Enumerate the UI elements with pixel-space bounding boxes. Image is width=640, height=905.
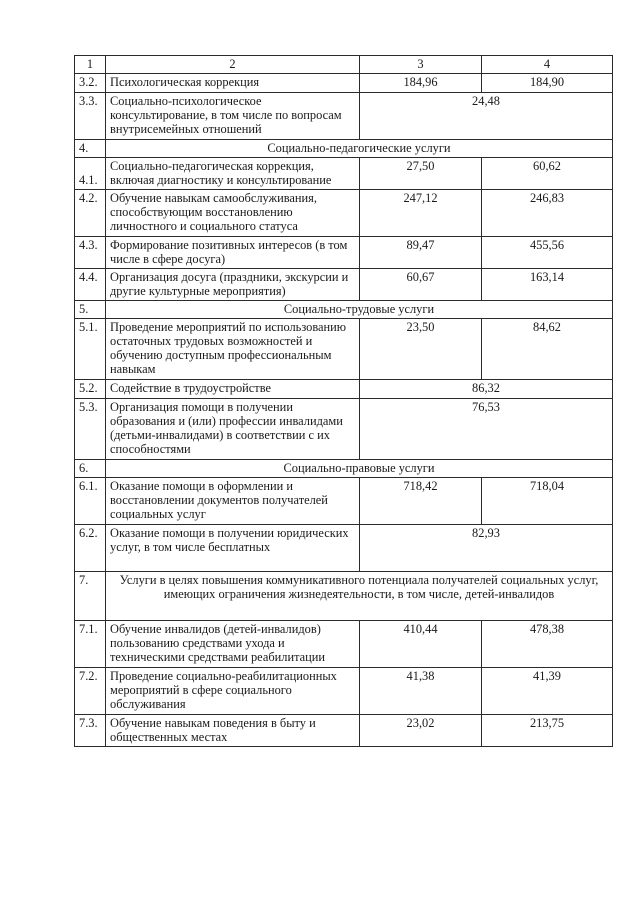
table-row <box>75 190 613 237</box>
table-row <box>75 93 613 140</box>
value-col3: 60,67 <box>360 269 482 301</box>
row-number: 7.3. <box>75 715 106 747</box>
header-cell: 4 <box>482 56 613 74</box>
service-name: Обучение инвалидов (детей-инвалидов) пользованию средствами ухода и техническими средствами реабилитации <box>106 621 360 668</box>
row-number: 7.1. <box>75 621 106 668</box>
section-title: Услуги в целях повышения коммуникативного потенциала получателей социальных услуг, имеющих ограничения жизнедеятельности, в том числе, детей-инвалидов <box>106 572 613 621</box>
value-col4: 246,83 <box>482 190 613 237</box>
section-number: 5. <box>75 301 106 319</box>
row-number: 4.4. <box>75 269 106 301</box>
section-row <box>75 572 613 621</box>
section-title: Социально-правовые услуги <box>106 460 613 478</box>
table-row <box>75 158 613 190</box>
merged-value: 24,48 <box>360 93 613 140</box>
section-row <box>75 460 613 478</box>
table-row <box>75 399 613 460</box>
value-col3: 410,44 <box>360 621 482 668</box>
section-title: Социально-трудовые услуги <box>106 301 613 319</box>
value-col4: 84,62 <box>482 319 613 380</box>
table-row <box>75 380 613 399</box>
service-name: Организация помощи в получении образования и (или) профессии инвалидами (детьми-инвалидами) в соответствии с их способностями <box>106 399 360 460</box>
row-number: 5.1. <box>75 319 106 380</box>
merged-value: 76,53 <box>360 399 613 460</box>
table-row <box>75 478 613 525</box>
section-title: Социально-педагогические услуги <box>106 140 613 158</box>
value-col3: 23,02 <box>360 715 482 747</box>
service-name: Социально-педагогическая коррекция, включая диагностику и консультирование <box>106 158 360 190</box>
value-col3: 41,38 <box>360 668 482 715</box>
row-number: 5.2. <box>75 380 106 399</box>
merged-value: 82,93 <box>360 525 613 572</box>
row-number: 7.2. <box>75 668 106 715</box>
value-col4: 478,38 <box>482 621 613 668</box>
row-number: 4.2. <box>75 190 106 237</box>
table-row <box>75 621 613 668</box>
section-row <box>75 140 613 158</box>
service-name: Обучение навыкам поведения в быту и общественных местах <box>106 715 360 747</box>
value-col4: 213,75 <box>482 715 613 747</box>
header-cell: 3 <box>360 56 482 74</box>
header-cell: 1 <box>75 56 106 74</box>
service-name: Оказание помощи в оформлении и восстановлении документов получателей социальных услуг <box>106 478 360 525</box>
service-name: Организация досуга (праздники, экскурсии и другие культурные мероприятия) <box>106 269 360 301</box>
section-number: 6. <box>75 460 106 478</box>
row-number: 4.1. <box>75 158 106 190</box>
row-number: 5.3. <box>75 399 106 460</box>
header-cell: 2 <box>106 56 360 74</box>
value-col4: 718,04 <box>482 478 613 525</box>
merged-value: 86,32 <box>360 380 613 399</box>
value-col4: 60,62 <box>482 158 613 190</box>
row-number: 3.3. <box>75 93 106 140</box>
value-col3: 184,96 <box>360 74 482 93</box>
table-row <box>75 269 613 301</box>
row-number: 3.2. <box>75 74 106 93</box>
value-col3: 27,50 <box>360 158 482 190</box>
table-row <box>75 715 613 747</box>
table-row <box>75 668 613 715</box>
service-name: Психологическая коррекция <box>106 74 360 93</box>
section-number: 7. <box>75 572 106 621</box>
table-row <box>75 74 613 93</box>
section-row <box>75 301 613 319</box>
section-number: 4. <box>75 140 106 158</box>
service-name: Проведение социально-реабилитационных мероприятий в сфере социального обслуживания <box>106 668 360 715</box>
value-col4: 41,39 <box>482 668 613 715</box>
table-header-row <box>75 56 613 74</box>
value-col4: 184,90 <box>482 74 613 93</box>
table-row <box>75 319 613 380</box>
table-row <box>75 525 613 572</box>
value-col4: 455,56 <box>482 237 613 269</box>
row-number: 6.2. <box>75 525 106 572</box>
value-col3: 89,47 <box>360 237 482 269</box>
service-name: Формирование позитивных интересов (в том числе в сфере досуга) <box>106 237 360 269</box>
value-col4: 163,14 <box>482 269 613 301</box>
service-name: Проведение мероприятий по использованию остаточных трудовых возможностей и обучению доступным профессиональным навыкам <box>106 319 360 380</box>
value-col3: 247,12 <box>360 190 482 237</box>
service-name: Оказание помощи в получении юридических услуг, в том числе бесплатных <box>106 525 360 572</box>
value-col3: 23,50 <box>360 319 482 380</box>
row-number: 4.3. <box>75 237 106 269</box>
table-row <box>75 237 613 269</box>
service-name: Обучение навыкам самообслуживания, способствующим восстановлению личностного и социального статуса <box>106 190 360 237</box>
services-tariff-table <box>74 55 613 747</box>
row-number: 6.1. <box>75 478 106 525</box>
service-name: Социально-психологическое консультирование, в том числе по вопросам внутрисемейных отношений <box>106 93 360 140</box>
service-name: Содействие в трудоустройстве <box>106 380 360 399</box>
value-col3: 718,42 <box>360 478 482 525</box>
